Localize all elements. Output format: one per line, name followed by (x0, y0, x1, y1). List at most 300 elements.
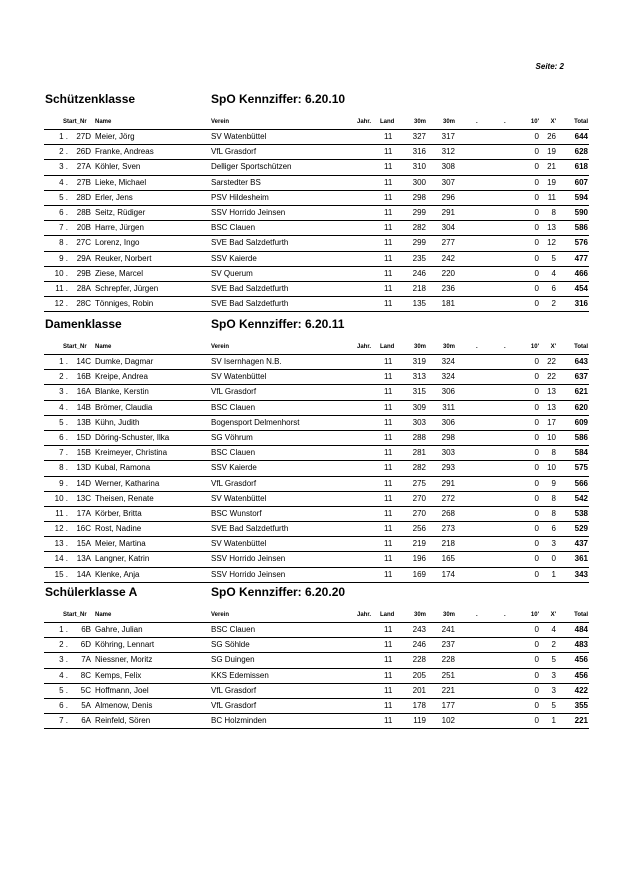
score-30m-a: 169 (412, 569, 426, 579)
rank: 1 . (59, 132, 68, 141)
score-30m-a: 298 (412, 192, 426, 202)
archer-name: Meier, Jörg (95, 132, 135, 141)
col-30m-a: 30m (413, 119, 426, 125)
score-30m-b: 218 (441, 539, 455, 549)
x-count: 21 (547, 162, 556, 172)
archer-name: Köhring, Lennart (95, 640, 155, 650)
table-row (44, 699, 589, 714)
archer-name: Klenke, Anja (95, 569, 140, 579)
table-row (44, 568, 589, 583)
section-schuetzenklasse (44, 92, 589, 312)
score-30m-b: 324 (441, 372, 455, 382)
archer-name: Döring-Schuster, Ilka (95, 432, 170, 442)
total: 316 (574, 299, 588, 309)
col-30m-a: 30m (413, 612, 426, 618)
rank: 9 . (59, 253, 68, 263)
tens: 0 (534, 147, 539, 157)
section-header (44, 585, 589, 601)
score-30m-b: 236 (441, 283, 455, 293)
land: 11 (384, 162, 393, 172)
verein: BSC Clauen (211, 402, 256, 412)
verein: PSV Hildesheim (211, 192, 269, 202)
rank: 5 . (59, 192, 68, 202)
section-title: Schützenklasse (45, 92, 136, 106)
land: 11 (384, 299, 393, 309)
table-row (44, 282, 589, 297)
tens: 0 (534, 238, 539, 248)
total: 586 (574, 223, 588, 233)
col-dot-1: . (476, 119, 478, 125)
tens: 0 (534, 132, 539, 141)
col-dot-2: . (504, 119, 506, 125)
x-count: 10 (547, 432, 556, 442)
col-tens: 10' (530, 612, 539, 618)
score-30m-a: 313 (412, 372, 426, 382)
rank: 6 . (59, 207, 68, 217)
tens: 0 (534, 207, 539, 217)
score-30m-b: 268 (441, 508, 455, 518)
verein: VfL Grasdorf (211, 478, 257, 488)
verein: VfL Grasdorf (211, 700, 257, 710)
score-30m-a: 228 (412, 655, 426, 665)
score-30m-a: 288 (412, 432, 426, 442)
score-30m-a: 235 (412, 253, 426, 263)
score-30m-b: 291 (441, 207, 455, 217)
verein: BSC Clauen (211, 448, 256, 458)
table-row (44, 385, 589, 400)
score-30m-a: 319 (412, 357, 426, 366)
col-total: Total (574, 612, 588, 618)
score-30m-a: 299 (412, 207, 426, 217)
tens: 0 (534, 177, 539, 187)
col-land: Land (380, 119, 395, 125)
page-number: Seite: 2 (535, 62, 564, 71)
spo-kennziffer: SpO Kennziffer: 6.20.11 (211, 317, 345, 331)
land: 11 (384, 640, 393, 650)
start-nr: 13C (76, 493, 91, 503)
start-nr: 6A (81, 716, 91, 726)
x-count: 3 (551, 685, 556, 695)
table-row (44, 355, 589, 370)
col-verein: Verein (211, 612, 230, 618)
score-30m-b: 277 (441, 238, 455, 248)
verein: SV Watenbüttel (211, 539, 267, 549)
result-rows (44, 130, 589, 312)
total: 607 (574, 177, 588, 187)
col-x: X' (550, 344, 556, 350)
table-row (44, 431, 589, 446)
rank: 15 . (54, 569, 68, 579)
land: 11 (384, 177, 393, 187)
land: 11 (384, 207, 393, 217)
archer-name: Lorenz, Ingo (95, 238, 140, 248)
col-tens: 10' (530, 119, 539, 125)
start-nr: 28C (76, 299, 91, 309)
x-count: 2 (551, 640, 556, 650)
score-30m-b: 317 (441, 132, 455, 141)
land: 11 (384, 147, 393, 157)
land: 11 (384, 524, 393, 534)
score-30m-a: 299 (412, 238, 426, 248)
col-jahr: Jahr. (357, 612, 372, 618)
tens: 0 (534, 357, 539, 366)
x-count: 4 (551, 625, 556, 634)
rank: 12 . (54, 299, 68, 309)
verein: SV Watenbüttel (211, 132, 267, 141)
tens: 0 (534, 463, 539, 473)
start-nr: 14D (76, 478, 91, 488)
rank: 5 . (59, 685, 68, 695)
score-30m-a: 218 (412, 283, 426, 293)
total: 620 (574, 402, 588, 412)
score-30m-a: 281 (412, 448, 426, 458)
land: 11 (384, 402, 393, 412)
score-30m-a: 246 (412, 640, 426, 650)
col-verein: Verein (211, 344, 230, 350)
tens: 0 (534, 299, 539, 309)
start-nr: 29A (76, 253, 91, 263)
score-30m-a: 300 (412, 177, 426, 187)
score-30m-b: 306 (441, 387, 455, 397)
score-30m-b: 181 (441, 299, 455, 309)
archer-name: Kemps, Felix (95, 670, 142, 680)
rank: 5 . (59, 417, 68, 427)
tens: 0 (534, 569, 539, 579)
score-30m-b: 174 (441, 569, 455, 579)
start-nr: 17A (76, 508, 91, 518)
archer-name: Hoffmann, Joel (95, 685, 149, 695)
x-count: 19 (547, 147, 556, 157)
land: 11 (384, 268, 393, 278)
table-row (44, 145, 589, 160)
start-nr: 26D (76, 147, 91, 157)
table-row (44, 522, 589, 537)
x-count: 8 (551, 493, 556, 503)
x-count: 10 (547, 463, 556, 473)
x-count: 8 (551, 448, 556, 458)
tens: 0 (534, 448, 539, 458)
section-title: Schülerklasse A (45, 585, 138, 599)
land: 11 (384, 700, 393, 710)
verein: Bogensport Delmenhorst (211, 417, 300, 427)
score-30m-b: 177 (441, 700, 455, 710)
land: 11 (384, 463, 393, 473)
start-nr: 15B (76, 448, 91, 458)
tens: 0 (534, 387, 539, 397)
table-row (44, 221, 589, 236)
x-count: 6 (551, 283, 556, 293)
column-header-row (44, 341, 589, 354)
land: 11 (384, 192, 393, 202)
verein: BSC Clauen (211, 625, 256, 634)
land: 11 (384, 238, 393, 248)
start-nr: 14C (76, 357, 91, 366)
verein: BSC Wunstorf (211, 508, 262, 518)
table-row (44, 206, 589, 221)
table-row (44, 297, 589, 312)
score-30m-b: 308 (441, 162, 455, 172)
x-count: 17 (547, 417, 556, 427)
rank: 9 . (59, 478, 68, 488)
rank: 2 . (59, 147, 68, 157)
tens: 0 (534, 655, 539, 665)
start-nr: 27A (76, 162, 91, 172)
table-row (44, 461, 589, 476)
archer-name: Blanke, Kerstin (95, 387, 149, 397)
tens: 0 (534, 508, 539, 518)
score-30m-a: 310 (412, 162, 426, 172)
total: 477 (574, 253, 588, 263)
table-row (44, 492, 589, 507)
land: 11 (384, 132, 393, 141)
rank: 7 . (59, 223, 68, 233)
score-30m-a: 135 (412, 299, 426, 309)
start-nr: 13D (76, 463, 91, 473)
verein: Delliger Sportschützen (211, 162, 292, 172)
total: 584 (574, 448, 588, 458)
table-row (44, 653, 589, 668)
tens: 0 (534, 625, 539, 634)
score-30m-b: 296 (441, 192, 455, 202)
verein: SV Querum (211, 268, 253, 278)
rank: 10 . (54, 493, 68, 503)
tens: 0 (534, 402, 539, 412)
table-row (44, 552, 589, 567)
archer-name: Schrepfer, Jürgen (95, 283, 159, 293)
land: 11 (384, 417, 393, 427)
start-nr: 29B (76, 268, 91, 278)
rank: 8 . (59, 238, 68, 248)
score-30m-b: 312 (441, 147, 455, 157)
land: 11 (384, 478, 393, 488)
rank: 3 . (59, 162, 68, 172)
archer-name: Franke, Andreas (95, 147, 154, 157)
archer-name: Dumke, Dagmar (95, 357, 154, 366)
total: 586 (574, 432, 588, 442)
start-nr: 16A (76, 387, 91, 397)
archer-name: Gahre, Julian (95, 625, 143, 634)
x-count: 12 (547, 238, 556, 248)
total: 456 (574, 655, 588, 665)
rank: 4 . (59, 670, 68, 680)
table-row (44, 416, 589, 431)
col-total: Total (574, 344, 588, 350)
total: 483 (574, 640, 588, 650)
x-count: 6 (551, 524, 556, 534)
verein: VfL Grasdorf (211, 147, 257, 157)
score-30m-b: 298 (441, 432, 455, 442)
verein: BSC Clauen (211, 223, 256, 233)
section-header (44, 317, 589, 333)
total: 221 (574, 716, 588, 726)
total: 576 (574, 238, 588, 248)
col-verein: Verein (211, 119, 230, 125)
tens: 0 (534, 539, 539, 549)
score-30m-b: 291 (441, 478, 455, 488)
archer-name: Theisen, Renate (95, 493, 154, 503)
total: 355 (574, 700, 588, 710)
start-nr: 8C (80, 670, 91, 680)
start-nr: 6B (81, 625, 91, 634)
section-damenklasse (44, 317, 589, 583)
score-30m-b: 324 (441, 357, 455, 366)
start-nr: 15D (76, 432, 91, 442)
result-rows (44, 623, 589, 729)
x-count: 3 (551, 539, 556, 549)
start-nr: 13A (76, 554, 91, 564)
rank: 3 . (59, 387, 68, 397)
table-row (44, 252, 589, 267)
section-title: Damenklasse (45, 317, 122, 331)
verein: SVE Bad Salzdetfurth (211, 238, 289, 248)
x-count: 22 (547, 357, 556, 366)
verein: SSV Kaierde (211, 463, 257, 473)
col-name: Name (95, 344, 112, 350)
land: 11 (384, 508, 393, 518)
score-30m-b: 304 (441, 223, 455, 233)
x-count: 13 (547, 402, 556, 412)
col-x: X' (550, 612, 556, 618)
x-count: 9 (551, 478, 556, 488)
start-nr: 16C (76, 524, 91, 534)
verein: SV Watenbüttel (211, 493, 267, 503)
start-nr: 28D (76, 192, 91, 202)
archer-name: Langner, Katrin (95, 554, 150, 564)
land: 11 (384, 716, 393, 726)
land: 11 (384, 223, 393, 233)
table-row (44, 623, 589, 638)
table-row (44, 160, 589, 175)
archer-name: Kreimeyer, Christina (95, 448, 168, 458)
col-start-nr: Start_Nr (63, 344, 87, 350)
land: 11 (384, 253, 393, 263)
verein: SV Isernhagen N.B. (211, 357, 282, 366)
archer-name: Reuker, Norbert (95, 253, 152, 263)
verein: Sarstedter BS (211, 177, 261, 187)
rank: 6 . (59, 432, 68, 442)
score-30m-a: 205 (412, 670, 426, 680)
archer-name: Niessner, Moritz (95, 655, 153, 665)
total: 590 (574, 207, 588, 217)
col-name: Name (95, 119, 112, 125)
col-x: X' (550, 119, 556, 125)
total: 566 (574, 478, 588, 488)
score-30m-a: 327 (412, 132, 426, 141)
rank: 10 . (54, 268, 68, 278)
archer-name: Körber, Britta (95, 508, 142, 518)
total: 618 (574, 162, 588, 172)
archer-name: Tönniges, Robin (95, 299, 154, 309)
start-nr: 6D (80, 640, 91, 650)
x-count: 5 (551, 700, 556, 710)
section-header (44, 92, 589, 108)
col-jahr: Jahr. (357, 119, 372, 125)
score-30m-b: 303 (441, 448, 455, 458)
table-row (44, 638, 589, 653)
col-30m-b: 30m (442, 344, 455, 350)
rank: 4 . (59, 402, 68, 412)
col-30m-b: 30m (442, 119, 455, 125)
archer-name: Reinfeld, Sören (95, 716, 151, 726)
x-count: 22 (547, 372, 556, 382)
tens: 0 (534, 524, 539, 534)
archer-name: Köhler, Sven (95, 162, 141, 172)
rank: 11 . (55, 508, 68, 518)
land: 11 (384, 625, 393, 634)
start-nr: 28B (76, 207, 91, 217)
table-row (44, 401, 589, 416)
x-count: 5 (551, 655, 556, 665)
x-count: 1 (551, 716, 556, 726)
col-land: Land (380, 344, 395, 350)
score-30m-b: 307 (441, 177, 455, 187)
total: 538 (574, 508, 588, 518)
tens: 0 (534, 640, 539, 650)
table-row (44, 267, 589, 282)
verein: SVE Bad Salzdetfurth (211, 299, 289, 309)
archer-name: Lieke, Michael (95, 177, 147, 187)
x-count: 8 (551, 508, 556, 518)
archer-name: Rost, Nadine (95, 524, 142, 534)
land: 11 (384, 432, 393, 442)
score-30m-b: 228 (441, 655, 455, 665)
col-total: Total (574, 119, 588, 125)
archer-name: Kühn, Judith (95, 417, 140, 427)
total: 643 (574, 357, 588, 366)
archer-name: Brömer, Claudia (95, 402, 153, 412)
archer-name: Ziese, Marcel (95, 268, 144, 278)
tens: 0 (534, 223, 539, 233)
score-30m-a: 119 (413, 716, 426, 726)
total: 628 (574, 147, 588, 157)
archer-name: Seitz, Rüdiger (95, 207, 146, 217)
total: 637 (574, 372, 588, 382)
tens: 0 (534, 700, 539, 710)
start-nr: 7A (81, 655, 91, 665)
rank: 11 . (55, 283, 68, 293)
total: 575 (574, 463, 588, 473)
verein: SG Söhlde (211, 640, 250, 650)
tens: 0 (534, 478, 539, 488)
start-nr: 27D (76, 132, 91, 141)
table-row (44, 684, 589, 699)
verein: SG Vöhrum (211, 432, 253, 442)
rank: 7 . (59, 716, 68, 726)
table-row (44, 191, 589, 206)
col-dot-2: . (504, 344, 506, 350)
score-30m-b: 311 (442, 402, 455, 412)
score-30m-a: 178 (412, 700, 426, 710)
score-30m-a: 256 (412, 524, 426, 534)
start-nr: 20B (76, 223, 91, 233)
rank: 8 . (59, 463, 68, 473)
score-30m-a: 309 (412, 402, 426, 412)
rank: 4 . (59, 177, 68, 187)
archer-name: Werner, Katharina (95, 478, 160, 488)
land: 11 (384, 283, 393, 293)
rank: 2 . (59, 640, 68, 650)
tens: 0 (534, 372, 539, 382)
start-nr: 15A (76, 539, 91, 549)
col-30m-b: 30m (442, 612, 455, 618)
verein: SSV Horrido Jeinsen (211, 207, 286, 217)
score-30m-a: 303 (412, 417, 426, 427)
total: 454 (574, 283, 588, 293)
table-row (44, 236, 589, 251)
x-count: 26 (547, 132, 556, 141)
start-nr: 28A (76, 283, 91, 293)
result-rows (44, 355, 589, 583)
